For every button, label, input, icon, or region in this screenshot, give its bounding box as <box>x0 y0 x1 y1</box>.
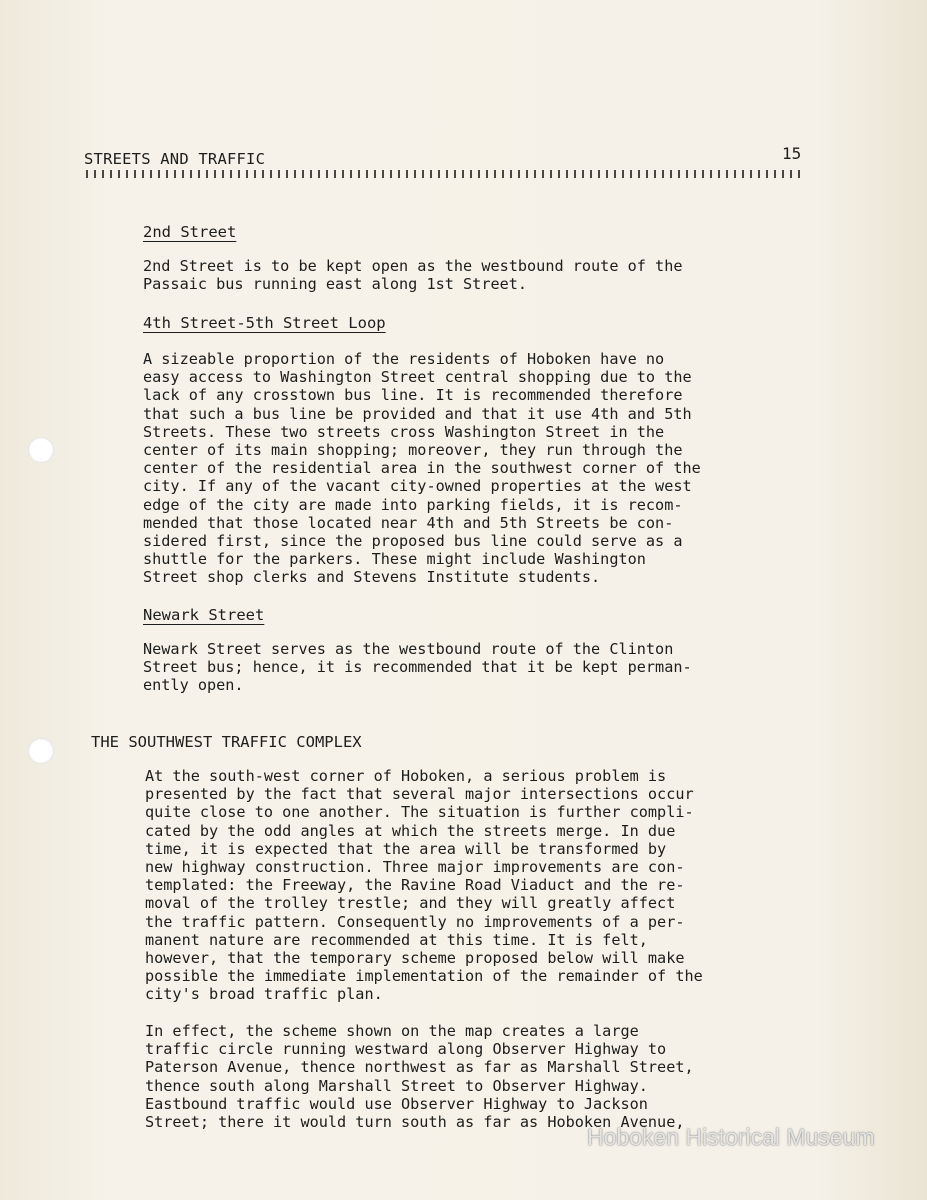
page-number: 15 <box>782 144 802 163</box>
watermark: Hoboken Historical Museum <box>587 1124 875 1150</box>
heading-2nd-street: 2nd Street <box>143 223 237 241</box>
heading-4th-5th-street-loop: 4th Street-5th Street Loop <box>143 314 386 332</box>
page-header-title: STREETS AND TRAFFIC <box>84 150 266 168</box>
paragraph-southwest-complex-2: In effect, the scheme shown on the map creates a large traffic circle running westward along Observer Highway to Paterson Avenue, thence northwest as far as Marshall Street, thence south along Marshall Street to Observer Highway. Eastbound traffic would use Observer Highway to Jackson Street; there it would turn south as far as Hoboken Avenue, <box>145 1022 694 1132</box>
paragraph-southwest-complex-1: At the south-west corner of Hoboken, a serious problem is presented by the fact that several major intersections occur quite close to one another. The situation is further compli- cated by the odd angles at which the streets merge. In due time, it is expected that the area will be transformed by new highway construction. Three major improvements are con- templated: the Freeway, the Ravine Road Viaduct and the re- moval of the trolley trestle; and they will greatly affect the traffic pattern. Consequently no improvements of a per- manent nature are recommended at this time. It is felt, however, that the temporary scheme proposed below will make possible the immediate implementation of the remainder of the city's broad traffic plan. <box>145 767 703 1004</box>
paragraph-2nd-street: 2nd Street is to be kept open as the westbound route of the Passaic bus running east along 1st Street. <box>143 257 683 294</box>
punch-hole <box>28 437 54 463</box>
header-rule <box>86 170 804 178</box>
paragraph-4th-5th-street-loop: A sizeable proportion of the residents of Hoboken have no easy access to Washington Street central shopping due to the lack of any crosstown bus line. It is recommended therefore that such a bus line be provided and that it use 4th and 5th Streets. These two streets cross Washington Street in the center of its main shopping; moreover, they run through the center of the residential area in the southwest corner of the city. If any of the vacant city-owned properties at the west edge of the city are made into parking fields, it is recom- mended that those located near 4th and 5th Streets be con- sidered first, since the proposed bus line could serve as a shuttle for the parkers. These might include Washington Street shop clerks and Stevens Institute students. <box>143 350 701 587</box>
punch-hole <box>28 738 54 764</box>
heading-southwest-traffic-complex: THE SOUTHWEST TRAFFIC COMPLEX <box>91 733 362 751</box>
paragraph-newark-street: Newark Street serves as the westbound route of the Clinton Street bus; hence, it is recommended that it be kept perman- ently open. <box>143 640 692 695</box>
heading-newark-street: Newark Street <box>143 606 265 624</box>
